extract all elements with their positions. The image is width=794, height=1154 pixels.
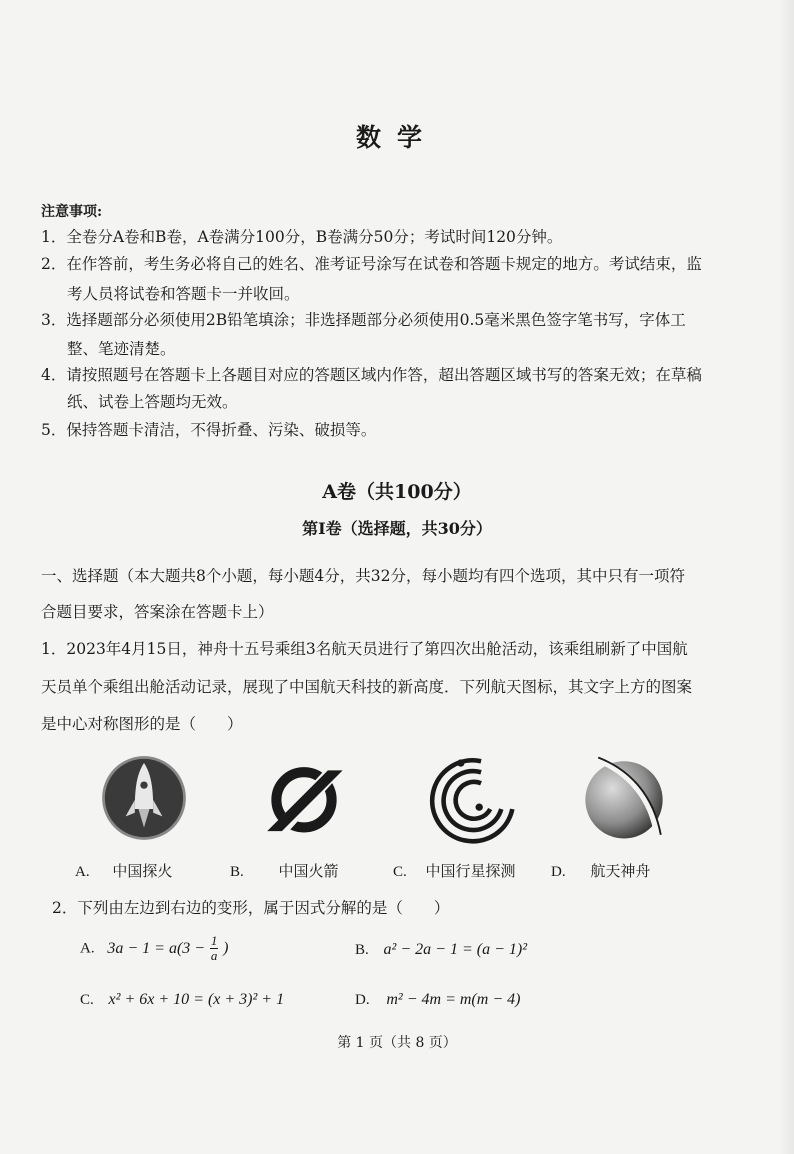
q1-stem-3: 是中心对称图形的是（ ） [41,715,243,733]
notice-line-2-cont: 考人员将试卷和答题卡一并收回。 [67,285,300,303]
fraction-numerator: 1 [210,933,218,948]
fraction-denominator: a [210,948,218,963]
q2-stem: 2．下列由左边到右边的变形，属于因式分解的是（ ） [52,899,450,917]
shenzhou-logo-icon [578,752,670,844]
notice-line-3-cont: 整、笔迹清楚。 [67,340,176,358]
china-rocket-logo-icon [258,752,350,844]
q1-option-a-label: 中国探火 [112,862,173,880]
q1-option-d-label: 航天神舟 [590,862,651,880]
part1-instruction-1: 一、选择题（本大题共8个小题，每小题4分，共32分，每小题均有四个选项，其中只有一项符 [41,567,685,585]
q2-option-a[interactable] [80,934,228,963]
part1-instruction-2: 合题目要求，答案涂在答题卡上） [41,603,274,621]
notice-line-4: 4．请按照题号在答题卡上各题目对应的答题区域内作答，超出答题区域书写的答案无效；在草稿 [41,366,702,384]
page-footer: 第 1 页（共 8 页） [337,1035,457,1051]
notice-line-2: 2．在作答前，考生务必将自己的姓名、准考证号涂写在试卷和答题卡规定的地方。考试结束，监 [41,255,702,273]
page-title: 数学 [355,123,438,152]
q1-option-b[interactable] [230,860,339,881]
planetary-exploration-logo-icon [424,752,516,844]
q2-option-a-letter: A. [80,940,95,957]
q1-option-d-letter: D. [551,864,566,880]
q2-option-c-expr: x² + 6x + 10 = (x + 3)² + 1 [108,991,285,1008]
q1-stem-2: 天员单个乘组出舱活动记录，展现了中国航天科技的新高度．下列航天图标，其文字上方的图案 [41,678,693,696]
q1-stem-1: 1．2023年4月15日，神舟十五号乘组3名航天员进行了第四次出舱活动，该乘组刷新了中国航 [41,640,688,658]
q2-option-d-letter: D. [355,992,370,1008]
notice-line-5: 5．保持答题卡清洁，不得折叠、污染、破损等。 [41,421,377,439]
q2-option-a-expr: 3a − 1 = a(3 − [107,939,206,957]
notice-line-4-cont: 纸、试卷上答题均无效。 [67,393,238,411]
q1-option-c-letter: C. [393,864,407,880]
q1-option-c[interactable] [393,860,516,881]
q1-option-b-label: 中国火箭 [278,862,339,880]
section-1-heading: 第Ⅰ卷（选择题，共30分） [302,519,492,538]
q2-option-b-expr: a² − 2a − 1 = (a − 1)² [383,941,527,958]
q2-option-d[interactable] [355,990,520,1009]
q2-option-d-expr: m² − 4m = m(m − 4) [386,991,521,1008]
scan-edge-shadow [778,0,794,1154]
q2-option-b-letter: B. [355,942,369,958]
q1-option-c-label: 中国行星探测 [425,862,516,880]
notice-line-1: 1．全卷分A卷和B卷，A卷满分100分，B卷满分50分；考试时间120分钟。 [41,228,563,246]
section-a-heading: A卷（共100分） [322,481,472,503]
china-mars-logo-icon [98,752,190,844]
q1-option-a-letter: A. [75,864,90,880]
q2-option-a-close: ) [223,939,229,957]
q1-option-b-letter: B. [230,864,244,880]
q1-option-d[interactable] [551,860,650,881]
q1-option-a[interactable] [75,860,172,881]
q2-option-a-fraction [210,934,219,963]
notice-heading: 注意事项: [41,204,103,220]
notice-line-3: 3．选择题部分必须使用2B铅笔填涂；非选择题部分必须使用0.5毫米黑色签字笔书写，字体工 [41,311,686,329]
q2-option-c[interactable] [80,990,284,1009]
q2-option-b[interactable] [355,940,527,959]
q2-option-c-letter: C. [80,992,94,1008]
